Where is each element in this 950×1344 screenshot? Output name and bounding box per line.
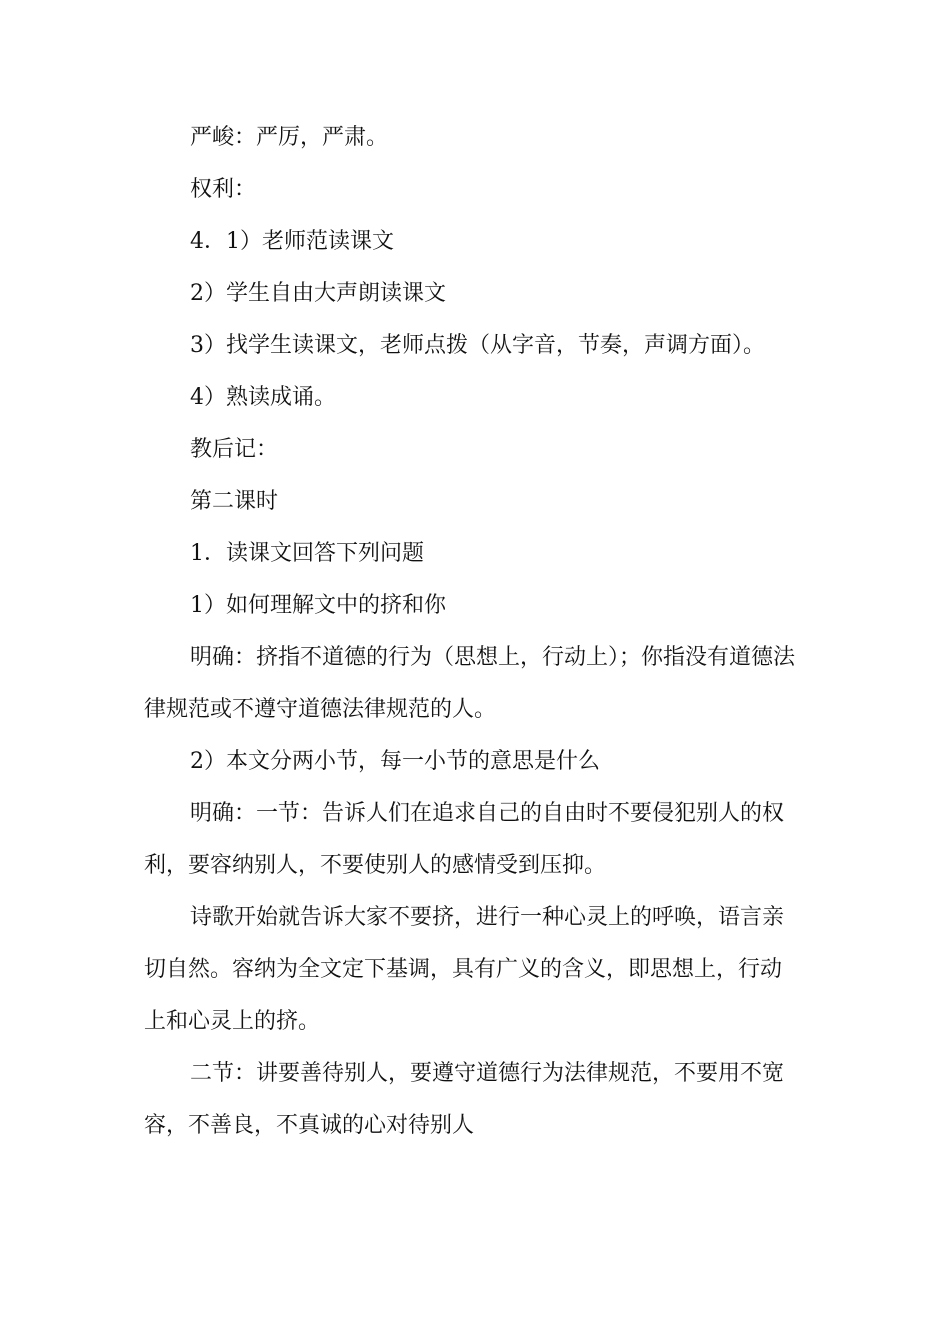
paragraph-question-1: 1）如何理解文中的挤和你 bbox=[190, 593, 446, 618]
paragraph-answer-2-section-2: 二节：讲要善待别人，要遵守道德行为法律规范，不要用不宽容，不善良，不真诚的心对待别人 bbox=[144, 1061, 785, 1138]
paragraph-step-4-1: 4．1）老师范读课文 bbox=[190, 229, 394, 254]
paragraph-step-4-4: 4）熟读成诵。 bbox=[190, 385, 336, 410]
paragraph-question-intro: 1．读课文回答下列问题 bbox=[190, 541, 424, 566]
paragraph-step-4-2: 2）学生自由大声朗读课文 bbox=[190, 281, 446, 306]
paragraph-answer-1: 明确：挤指不道德的行为（思想上，行动上）；你指没有道德法律规范或不遵守道德法律规范的人。 bbox=[144, 645, 796, 722]
paragraph-definition-yanjun: 严峻：严厉，严肃。 bbox=[190, 125, 389, 150]
paragraph-definition-quanli: 权利： bbox=[190, 177, 257, 202]
paragraph-question-2: 2）本文分两小节，每一小节的意思是什么 bbox=[190, 749, 600, 774]
paragraph-teaching-notes: 教后记： bbox=[190, 437, 279, 462]
paragraph-answer-2-section-1: 明确：一节：告诉人们在追求自己的自由时不要侵犯别人的权利，要容纳别人，不要使别人的感情受到压抑。 bbox=[144, 801, 785, 878]
paragraph-step-4-3: 3）找学生读课文，老师点拨（从字音，节奏，声调方面）。 bbox=[190, 333, 765, 358]
paragraph-answer-2-commentary: 诗歌开始就告诉大家不要挤，进行一种心灵上的呼唤，语言亲切自然。容纳为全文定下基调，具有广义的含义，即思想上，行动上和心灵上的挤。 bbox=[144, 905, 785, 1034]
paragraph-second-lesson: 第二课时 bbox=[190, 489, 279, 514]
document-body bbox=[144, 112, 799, 1152]
